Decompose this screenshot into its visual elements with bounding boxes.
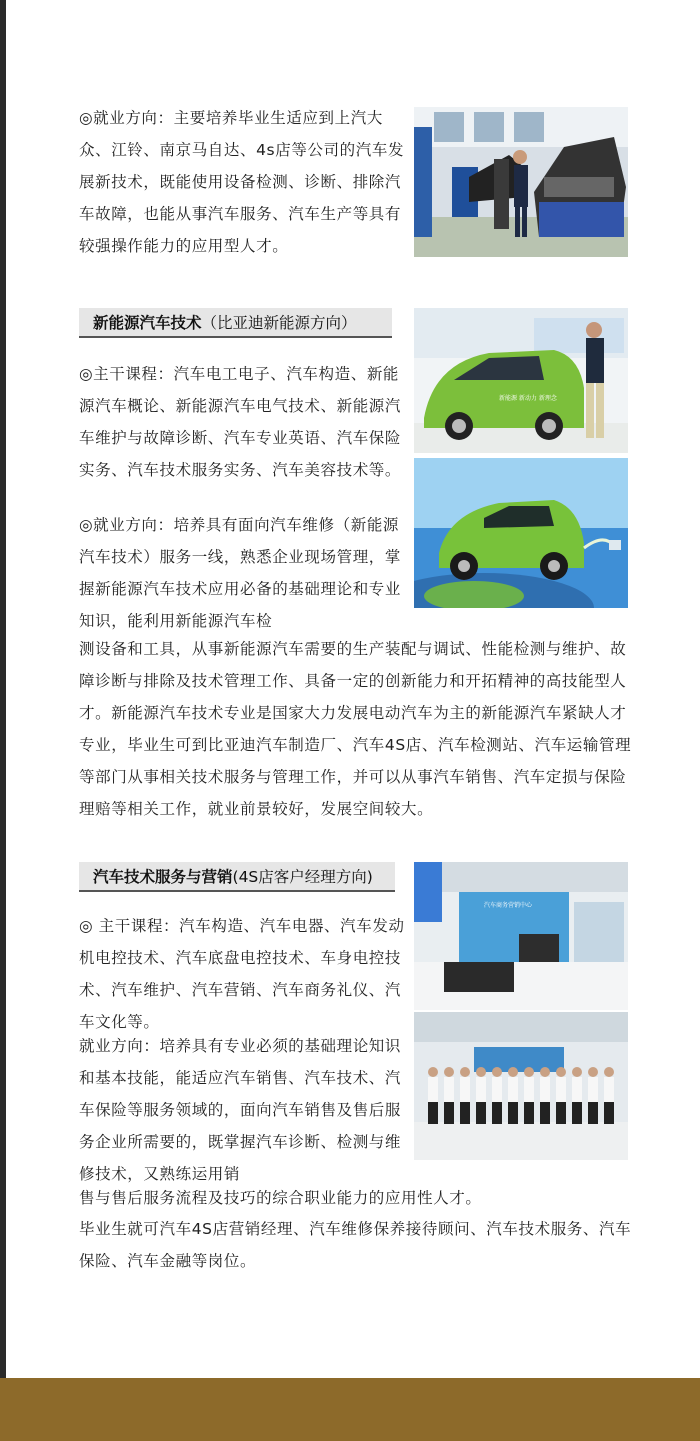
section2-title: 新能源汽车技术: [93, 314, 202, 332]
green-car-illustration: [414, 458, 628, 608]
section3-courses-text: ◎ 主干课程：汽车构造、汽车电器、汽车发动机电控技术、汽车底盘电控技术、车身电控技术、汽车维护、汽车营销、汽车商务礼仪、汽车文化等。: [79, 917, 405, 1031]
students-group-photo: [414, 1012, 628, 1160]
showroom-sign-text: 汽车商务营销中心: [484, 902, 533, 909]
section2-header: [79, 308, 392, 338]
section2-employment-text-b: 测设备和工具，从事新能源汽车需要的生产装配与调试、性能检测与维护、故障诊断与排除及技术管理工作、具备一定的创新能力和开拓精神的高技能型人才。新能源汽车技术专业是国家大力发展电动汽车为主的新能源汽车紧缺人才专业，毕业生可到比亚迪汽车制造厂、汽车4S店、汽车检测站、汽车运输管理等部门从事相关技术服务与管理工作，并可以从事汽车销售、汽车定损与保险理赔等相关工作，就业前景较好，发展空间较大。: [79, 640, 632, 818]
section3-title: 汽车技术服务与营销: [93, 868, 233, 886]
footer-bar: [0, 1378, 700, 1441]
section2-courses-text: ◎主干课程：汽车电工电子、汽车构造、新能源汽车概论、新能源汽车电气技术、新能源汽车维护与故障诊断、汽车专业英语、汽车保险实务、汽车技术服务实务、汽车美容技术等。: [79, 365, 402, 479]
ev-showroom-photo: [414, 308, 628, 453]
section3-graduate-text: 毕业生就可汽车4S店营销经理、汽车维修保养接待顾问、汽车技术服务、汽车保险、汽车金融等岗位。: [79, 1220, 632, 1270]
ev-car-slogan: 新能源 新动力 新理念: [499, 395, 557, 402]
section2-subtitle: （比亚迪新能源方向）: [201, 314, 357, 332]
left-border-rule: [0, 0, 6, 1378]
section3-subtitle: (4S店客户经理方向): [232, 868, 373, 886]
section3-employment-text-b: 售与售后服务流程及技巧的综合职业能力的应用性人才。: [79, 1189, 482, 1207]
section3-employment-text-a: 就业方向：培养具有专业必须的基础理论知识和基本技能，能适应汽车销售、汽车技术、汽车保险等服务领域的，面向汽车销售及售后服务企业所需要的，既掌握汽车诊断、检测与维修技术，又熟练运用销: [79, 1037, 402, 1183]
workshop-photo: [414, 107, 628, 257]
section3-header: [79, 862, 395, 892]
showroom-photo: [414, 862, 628, 1010]
section2-employment-text-a: ◎就业方向：培养具有面向汽车维修（新能源汽车技术）服务一线，熟悉企业现场管理，掌握新能源汽车技术应用必备的基础理论和专业知识，能利用新能源汽车检: [79, 516, 402, 630]
section1-employment-text: ◎就业方向：主要培养毕业生适应到上汽大众、江铃、南京马自达、4s店等公司的汽车发展新技术，既能使用设备检测、诊断、排除汽车故障，也能从事汽车服务、汽车生产等具有较强操作能力的应用型人才。: [79, 109, 405, 255]
